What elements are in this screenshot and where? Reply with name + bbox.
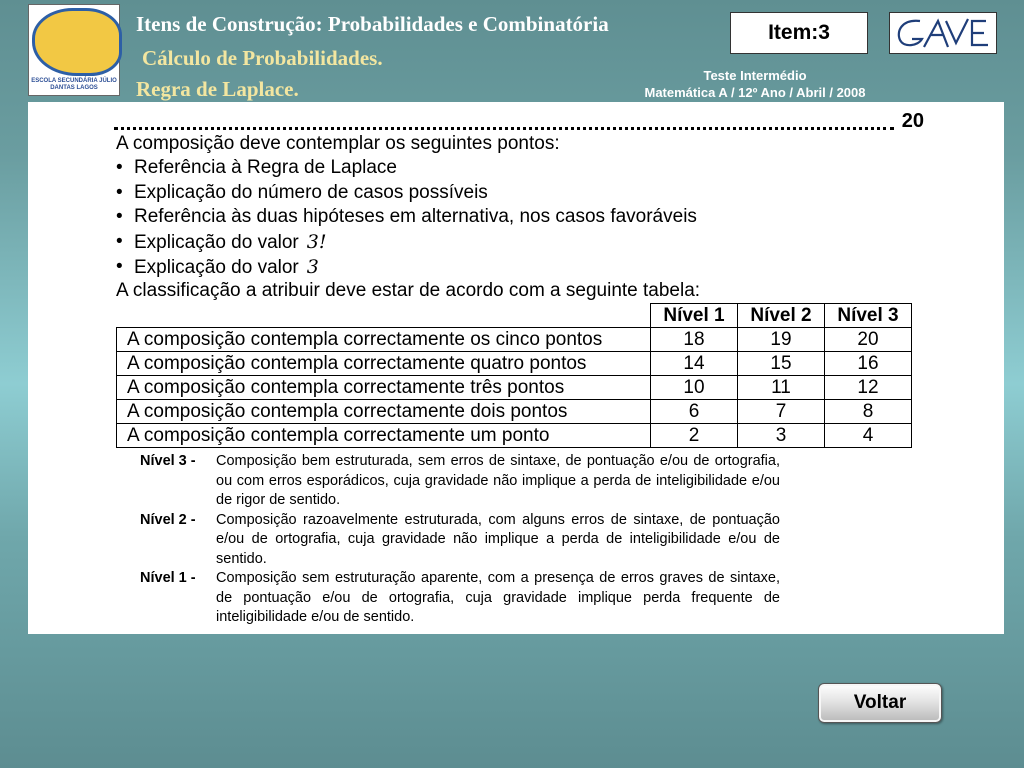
table-cell: A composição contempla correctamente quatro pontos <box>117 352 651 376</box>
criteria-item: • Referência à Regra de Laplace <box>116 156 697 181</box>
criteria-list <box>116 156 697 281</box>
table-cell: 11 <box>738 376 825 400</box>
table-row <box>117 424 912 448</box>
table-cell: 19 <box>738 328 825 352</box>
table-cell: 12 <box>825 376 912 400</box>
table-cell: 18 <box>651 328 738 352</box>
exam-details: Matemática A / 12º Ano / Abril / 2008 <box>644 85 866 100</box>
level-label: Nível 1 - <box>140 570 196 586</box>
grading-table <box>116 303 912 448</box>
exam-info <box>600 67 910 101</box>
table-cell: 6 <box>651 400 738 424</box>
level-description: Composição sem estruturação aparente, com a presença de erros graves de sintaxe, de pontuação e/ou de ortografia, cuja gravidade implique perda frequente de inteligibilidade e/ou de sentido. <box>216 570 780 625</box>
table-row <box>117 376 912 400</box>
table-cell: 8 <box>825 400 912 424</box>
table-cell: 20 <box>825 328 912 352</box>
table-header-empty <box>117 304 651 328</box>
exam-name: Teste Intermédio <box>703 68 807 83</box>
table-cell: A composição contempla correctamente três pontos <box>117 376 651 400</box>
math-expression: 3 <box>306 256 319 279</box>
table-header: Nível 3 <box>825 304 912 328</box>
table-row <box>117 352 912 376</box>
table-cell: A composição contempla correctamente um ponto <box>117 424 651 448</box>
level-label: Nível 3 - <box>140 453 196 469</box>
table-cell: 7 <box>738 400 825 424</box>
score-line <box>114 112 924 134</box>
table-header: Nível 2 <box>738 304 825 328</box>
table-row <box>117 400 912 424</box>
level-item <box>140 452 780 511</box>
points-value: 20 <box>901 110 924 132</box>
table-cell: 4 <box>825 424 912 448</box>
school-logo-emblem <box>32 8 122 76</box>
criteria-item: • Explicação do número de casos possíveis <box>116 181 697 206</box>
item-number-badge: Item:3 <box>730 12 868 54</box>
gave-logo-icon <box>890 13 996 53</box>
page-title: Itens de Construção: Probabilidades e Combinatória <box>136 12 609 36</box>
table-cell: 14 <box>651 352 738 376</box>
level-description: Composição bem estruturada, sem erros de sintaxe, de pontuação e/ou de ortografia, ou com erros esporádicos, cuja gravidade não implique a perda de inteligibilidade e/ou de rigor de sentido. <box>216 453 780 508</box>
back-button[interactable]: Voltar <box>818 683 942 723</box>
page-subtitle: Cálculo de Probabilidades. <box>142 46 383 70</box>
table-row <box>117 328 912 352</box>
level-description: Composição razoavelmente estruturada, com alguns erros de sintaxe, de pontuação e/ou de ortografia, cuja gravidade não implique a perda de inteligibilidade e/ou de sentido. <box>216 511 780 567</box>
school-logo <box>28 4 120 96</box>
math-expression: 3! <box>306 230 327 253</box>
criteria-item: • Explicação do valor 3 <box>116 255 697 281</box>
criteria-item: • Explicação do valor 3! <box>116 230 697 256</box>
dotted-leader <box>114 127 894 130</box>
table-cell: 10 <box>651 376 738 400</box>
table-cell: A composição contempla correctamente dois pontos <box>117 400 651 424</box>
table-cell: 2 <box>651 424 738 448</box>
table-header-row <box>117 304 912 328</box>
level-label: Nível 2 - <box>140 511 196 528</box>
table-cell: 3 <box>738 424 825 448</box>
table-cell: 15 <box>738 352 825 376</box>
table-header: Nível 1 <box>651 304 738 328</box>
table-cell: 16 <box>825 352 912 376</box>
gave-logo <box>889 12 997 54</box>
page-subtitle-2: Regra de Laplace. <box>136 77 299 101</box>
classification-text: A classificação a atribuir deve estar de acordo com a seguinte tabela: <box>116 280 701 301</box>
school-logo-text: ESCOLA SECUNDÁRIA JÚLIO DANTAS LAGOS <box>31 78 117 91</box>
level-item <box>140 511 780 570</box>
intro-text: A composição deve contemplar os seguintes pontos: <box>116 133 560 154</box>
level-descriptions <box>140 452 780 628</box>
level-item <box>140 569 780 628</box>
table-cell: A composição contempla correctamente os cinco pontos <box>117 328 651 352</box>
criteria-item: • Referência às duas hipóteses em alternativa, nos casos favoráveis <box>116 205 697 230</box>
content-panel <box>28 102 1004 634</box>
